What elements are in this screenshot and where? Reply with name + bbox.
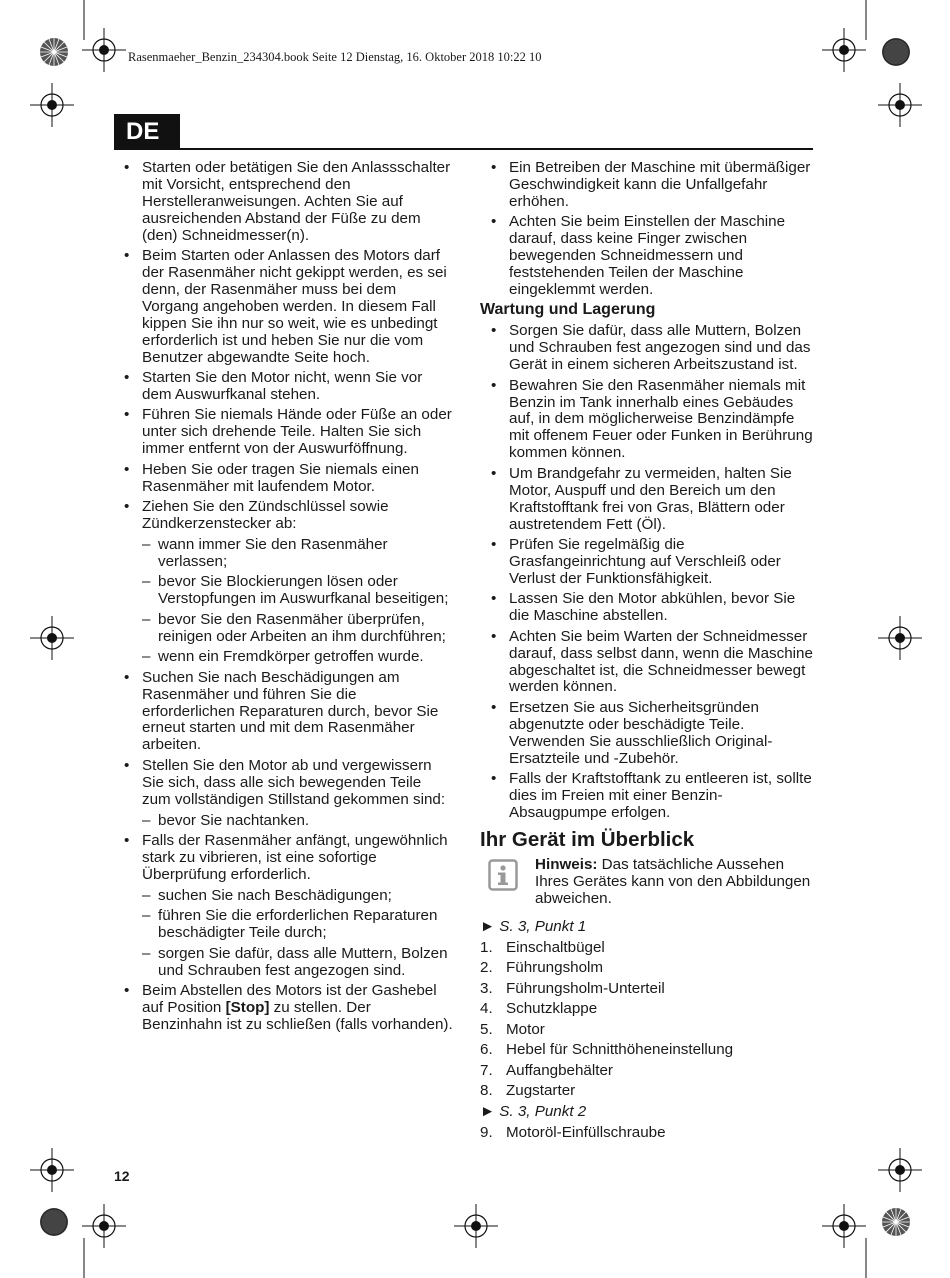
list-item: • Heben Sie oder tragen Sie niemals einen Rasenmäher mit laufendem Motor. — [113, 462, 453, 496]
crosshair-icon — [822, 28, 866, 72]
arrow-right-icon: ► — [480, 1103, 496, 1121]
item-number: 6. — [480, 1041, 493, 1059]
sub-list-item: – wann immer Sie den Rasenmäher verlassen; — [142, 537, 453, 571]
item-number: 8. — [480, 1082, 493, 1100]
list-item: • Starten oder betätigen Sie den Anlassschalter mit Vorsicht, entsprechend den Herstelleranweisungen. Achten Sie auf ausreichenden Abstand der Füße zu dem (den) Schneidmesser(n). — [113, 160, 453, 245]
starburst-icon — [882, 1208, 910, 1236]
list-item — [480, 1001, 813, 1018]
sub-list-item: – bevor Sie nachtanken. — [142, 813, 453, 830]
list-item — [480, 960, 813, 977]
language-badge: DE — [114, 114, 180, 150]
item-label: Führungsholm-Unterteil — [506, 979, 665, 997]
item-number: 4. — [480, 1000, 493, 1018]
note-box — [480, 857, 813, 911]
list-item-text: zu stellen. Der Benzinhahn ist zu schließen (falls vorhanden). — [142, 999, 453, 1033]
header-rule — [180, 148, 813, 150]
figure-reference-text: S. 3, Punkt 1 — [495, 917, 587, 935]
stop-position-label: [Stop] — [225, 999, 270, 1016]
safety-list — [480, 160, 813, 299]
list-item: • Bewahren Sie den Rasenmäher niemals mit Benzin im Tank innerhalb eines Gebäudes auf, in dem möglicherweise Benzindämpfe mit offenem Feuer oder Funken in Berührung kommen können. — [480, 378, 813, 463]
list-item: • Ein Betreiben der Maschine mit übermäßiger Geschwindigkeit kann die Unfallgefahr erhöhen. — [480, 160, 813, 211]
list-item: • Starten Sie den Motor nicht, wenn Sie vor dem Auswurfkanal stehen. — [113, 370, 453, 404]
list-item — [113, 983, 453, 1034]
sub-list-item: – suchen Sie nach Beschädigungen; — [142, 888, 453, 905]
list-item: • Achten Sie beim Einstellen der Maschine darauf, dass keine Finger zwischen bewegenden Schneidmessern und feststehenden Teilen der Maschine eingeklemmt werden. — [480, 214, 813, 299]
item-label: Zugstarter — [506, 1082, 576, 1100]
list-item — [480, 981, 813, 998]
crosshair-icon — [878, 616, 922, 660]
item-number: 5. — [480, 1020, 493, 1038]
list-item — [480, 1083, 813, 1100]
item-label: Hebel für Schnitthöheneinstellung — [506, 1041, 734, 1059]
item-number: 1. — [480, 938, 493, 956]
list-item: • Suchen Sie nach Beschädigungen am Rasenmäher und führen Sie die erforderlichen Reparaturen durch, bevor Sie erneut starten und mit dem Rasenmäher arbeiten. — [113, 670, 453, 755]
figure-reference — [480, 1104, 813, 1121]
parts-list — [480, 940, 813, 1100]
list-item: • Lassen Sie den Motor abkühlen, bevor Sie die Maschine abstellen. — [480, 591, 813, 625]
figure-reference — [480, 919, 813, 936]
list-item — [113, 499, 453, 666]
list-item-text: Ziehen Sie den Zündschlüssel sowie Zündkerzenstecker ab: — [142, 498, 389, 533]
list-item: • Beim Starten oder Anlassen des Motors darf der Rasenmäher nicht gekippt werden, es sei denn, der Rasenmäher muss bei dem Vorgang angehoben werden. In diesem Fall kippen Sie ihn nur so weit, wie es unbedingt erforderlich ist und heben Sie nur die vom Benutzer abgewandte Seite hoch. — [113, 248, 453, 366]
list-item — [480, 1022, 813, 1039]
sub-list — [142, 537, 453, 666]
file-header: Rasenmaeher_Benzin_234304.book Seite 12 Dienstag, 16. Oktober 2018 10:22 10 — [128, 50, 542, 64]
crosshair-icon — [454, 1204, 498, 1248]
dot-icon — [40, 1208, 68, 1236]
left-column — [113, 160, 453, 1037]
list-item — [113, 758, 453, 830]
maintenance-list — [480, 323, 813, 822]
list-item-text: Stellen Sie den Motor ab und vergewissern Sie sich, dass alle sich bewegenden Teile zum vollständigen Stillstand gekommen sind: — [142, 756, 446, 808]
list-item: • Sorgen Sie dafür, dass alle Muttern, Bolzen und Schrauben fest angezogen sind und das Gerät in einem sicheren Arbeitszustand ist. — [480, 323, 813, 374]
crosshair-icon — [30, 1148, 74, 1192]
figure-reference-text: S. 3, Punkt 2 — [495, 1103, 587, 1121]
crosshair-icon — [30, 83, 74, 127]
chapter-heading: Ihr Gerät im Überblick — [480, 827, 695, 851]
item-number: 9. — [480, 1124, 493, 1141]
list-item: • Um Brandgefahr zu vermeiden, halten Sie Motor, Auspuff und den Bereich um den Kraftstofftank frei von Gras, Blättern oder austretendem Fett (Öl). — [480, 466, 813, 534]
crosshair-icon — [30, 616, 74, 660]
list-item: • Falls der Kraftstofftank zu entleeren ist, sollte dies im Freien mit einer Benzin-Absaugpumpe erfolgen. — [480, 771, 813, 822]
crosshair-icon — [822, 1204, 866, 1248]
sub-list — [142, 888, 453, 980]
sub-list-item: – wenn ein Fremdkörper getroffen wurde. — [142, 649, 453, 666]
arrow-right-icon: ► — [480, 917, 496, 935]
section-heading: Wartung und Lagerung — [480, 301, 656, 319]
item-label: Einschaltbügel — [506, 938, 605, 956]
starburst-icon — [40, 38, 68, 66]
item-label: Schutzklappe — [506, 1000, 598, 1018]
sub-list — [142, 813, 453, 830]
list-item — [480, 1063, 813, 1080]
crosshair-icon — [82, 28, 126, 72]
list-item — [480, 940, 813, 957]
list-item — [480, 1125, 813, 1142]
safety-list — [113, 160, 453, 1034]
list-item-text: Falls der Rasenmäher anfängt, ungewöhnlich stark zu vibrieren, ist eine sofortige Überprüfung erforderlich. — [142, 832, 448, 883]
page-number: 12 — [114, 1168, 130, 1184]
item-number: 7. — [480, 1061, 493, 1079]
sub-list-item: – bevor Sie Blockierungen lösen oder Verstopfungen im Auswurfkanal beseitigen; — [142, 574, 453, 608]
list-item-text: Beim Abstellen des Motors ist der Gashebel auf Position — [142, 982, 437, 1016]
note-text: Das tatsächliche Aussehen Ihres Gerätes kann von den Abbildungen abweichen. — [535, 855, 811, 907]
list-item: • Ersetzen Sie aus Sicherheitsgründen abgenutzte oder beschädigte Teile. Verwenden Sie ausschließlich Original-Ersatzteile und -Zubehör. — [480, 700, 813, 768]
sub-list-item: – sorgen Sie dafür, dass alle Muttern, Bolzen und Schrauben fest angezogen sind. — [142, 946, 453, 980]
list-item: • Führen Sie niemals Hände oder Füße an oder unter sich drehende Teile. Halten Sie sich immer entfernt von der Auswurföffnung. — [113, 407, 453, 458]
list-item — [480, 1042, 813, 1059]
note-label: Hinweis: — [535, 855, 598, 873]
item-label: Führungsholm — [506, 959, 604, 977]
sub-list-item: – führen Sie die erforderlichen Reparaturen beschädigter Teile durch; — [142, 908, 453, 942]
crosshair-icon — [878, 1148, 922, 1192]
sub-list-item: – bevor Sie den Rasenmäher überprüfen, reinigen oder Arbeiten an ihm durchführen; — [142, 612, 453, 646]
item-label: Auffangbehälter — [506, 1061, 613, 1079]
list-item: • Achten Sie beim Warten der Schneidmesser darauf, dass selbst dann, wenn die Maschine abgeschaltet ist, die Schneidmesser bewegt werden können. — [480, 629, 813, 697]
item-label: Motor — [506, 1020, 545, 1038]
info-icon — [488, 859, 518, 891]
item-label: Motoröl-Einfüllschraube — [506, 1124, 666, 1141]
right-column — [480, 160, 813, 1146]
crosshair-icon — [878, 83, 922, 127]
crosshair-icon — [82, 1204, 126, 1248]
list-item — [113, 833, 453, 979]
item-number: 2. — [480, 959, 493, 977]
dot-icon — [882, 38, 910, 66]
parts-list — [480, 1125, 813, 1142]
list-item: • Prüfen Sie regelmäßig die Grasfangeinrichtung auf Verschleiß oder Verlust der Funktionsfähigkeit. — [480, 537, 813, 588]
item-number: 3. — [480, 979, 493, 997]
